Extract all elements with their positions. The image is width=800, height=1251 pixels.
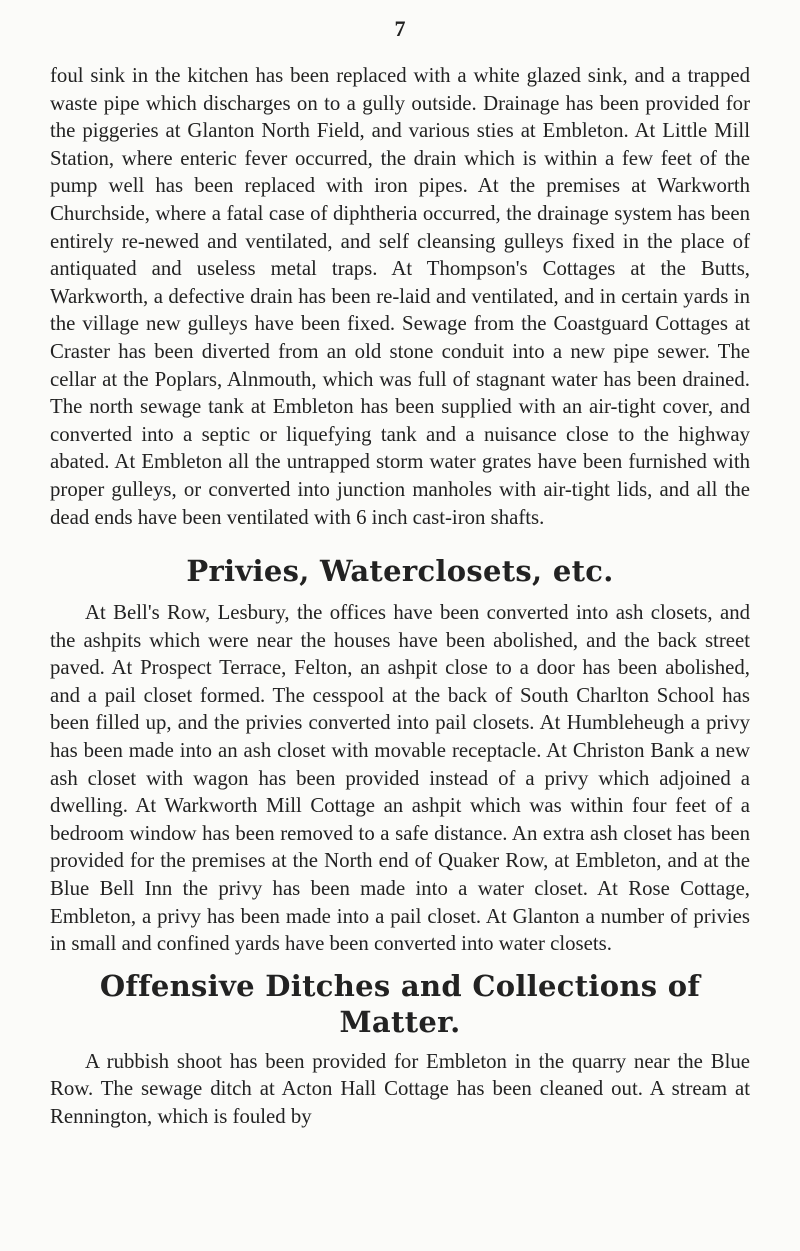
drainage-paragraph: foul sink in the kitchen has been replaced with a white glazed sink, and a trapped waste pipe which discharges on to a gully outside. Drainage has been provided for the piggeries at Glanton North Field, and various sties at Embleton. At Little Mill Station, where enteric fever occurred, the drain which is within a few feet of the pump well has been replaced with iron pipes. At the premises at Warkworth Churchside, where a fatal case of diphtheria occurred, the drainage system has been entirely re-newed and ventilated, and self cleansing gulleys fixed in the place of antiquated and useless metal traps. At Thompson's Cottages at the Butts, Warkworth, a defective drain has been re-laid and ventilated, and in certain yards in the village new gulleys have been fixed. Sewage from the Coastguard Cottages at Craster has been diverted from an old stone conduit into a new pipe sewer. The cellar at the Poplars, Alnmouth, which was full of stagnant water has been drained. The north sewage tank at Embleton has been supplied with an air-tight cover, and converted into a septic or liquefying tank and a nuisance close to the highway abated. At Embleton all the untrapped storm water grates have been furnished with proper gulleys, or converted into junction manholes with air-tight lids, and all the dead ends have been ventilated with 6 inch cast-iron shafts. [50,64,750,529]
privies-heading: Privies, Waterclosets, etc. [186,554,614,589]
page-body [50,62,750,1131]
offensive-ditches-paragraph: A rubbish shoot has been provided for Embleton in the quarry near the Blue Row. The sewage ditch at Acton Hall Cottage has been cleaned out. A stream at Rennington, which is fouled by [50,1049,750,1128]
privies-paragraph: At Bell's Row, Lesbury, the offices have been converted into ash closets, and the ashpits which were near the houses have been abolished, and the back street paved. At Prospect Terrace, Felton, an ashpit close to a door has been abolished, and a pail closet formed. The cesspool at the back of South Charlton School has been filled up, and the privies converted into pail closets. At Humbleheugh a privy has been made into an ash closet with movable receptacle. At Christon Bank a new ash closet with wagon has been provided instead of a privy which adjoined a dwelling. At Warkworth Mill Cottage an ashpit which was within four feet of a bedroom window has been removed to a safe distance. An extra ash closet has been provided for the premises at the North end of Quaker Row, at Embleton, and at the Blue Bell Inn the privy has been made into a water closet. At Rose Cottage, Embleton, a privy has been made into a pail closet. At Glanton a number of privies in small and confined yards have been converted into water closets. [50,601,750,956]
page-number: 7 [394,16,406,41]
offensive-ditches-heading: Offensive Ditches and Collections of Matter. [99,968,701,1039]
